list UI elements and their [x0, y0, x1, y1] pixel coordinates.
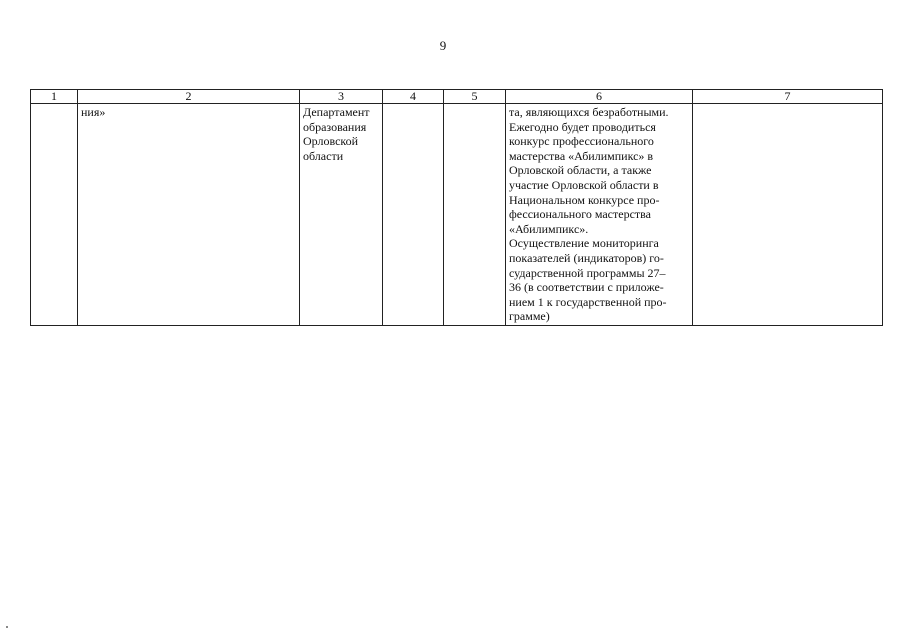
column-header-1: 1 [31, 90, 78, 104]
text-line: показателей (индикаторов) го- [509, 250, 664, 265]
column-header-6: 6 [506, 90, 693, 104]
program-table [30, 89, 883, 326]
text-line: Орловской области, а также [509, 163, 652, 178]
text-line: та, являющихся безработными. [509, 105, 669, 119]
cell-col6-text [509, 105, 689, 324]
text-line: Орловской [303, 134, 359, 149]
text-line: грамме) [509, 309, 550, 324]
text-line: ния» [81, 105, 106, 119]
header-row [31, 90, 883, 104]
text-line: Осуществление мониторинга [509, 236, 659, 251]
column-header-2: 2 [78, 90, 300, 104]
cell-col7 [693, 104, 883, 326]
cell-col2 [78, 104, 300, 326]
table-row [31, 104, 883, 326]
text-line: сударственной программы 27– [509, 265, 666, 280]
text-line: области [303, 148, 344, 163]
text-line: участие Орловской области в [509, 177, 659, 192]
text-line: мастерства «Абилимпикс» в [509, 148, 654, 163]
text-line: фессионального мастерства [509, 207, 651, 222]
text-line: Национальном конкурсе про- [509, 192, 660, 207]
text-line: 36 (в соответствии с приложе- [509, 280, 664, 295]
column-header-4: 4 [383, 90, 444, 104]
scan-speck [6, 626, 8, 628]
page-number: 9 [439, 38, 447, 53]
text-line: конкурс профессионального [509, 134, 654, 149]
column-header-5: 5 [444, 90, 506, 104]
cell-col2-text [81, 105, 296, 120]
column-header-3: 3 [300, 90, 383, 104]
cell-col3-text [303, 105, 379, 163]
cell-col4 [383, 104, 444, 326]
cell-col6 [506, 104, 693, 326]
text-line: Ежегодно будет проводиться [509, 119, 656, 134]
cell-col5 [444, 104, 506, 326]
text-line: нием 1 к государственной про- [509, 294, 667, 309]
cell-col3 [300, 104, 383, 326]
column-header-7: 7 [693, 90, 883, 104]
cell-col1 [31, 104, 78, 326]
text-line: «Абилимпикс». [509, 221, 589, 236]
text-line: образования [303, 119, 367, 134]
text-line: Департамент [303, 105, 370, 119]
